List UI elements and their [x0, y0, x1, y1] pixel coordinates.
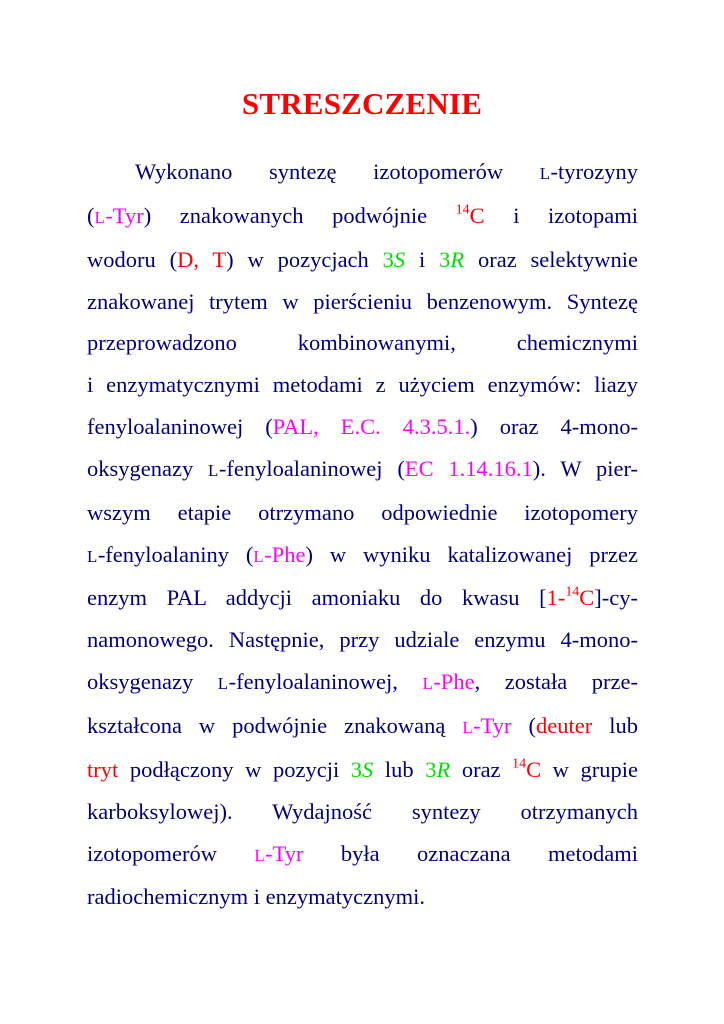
text-segment: i enzymatycznymi metodami z użyciem enzymów: liazy [87, 372, 638, 398]
text-line [87, 448, 638, 492]
text-segment: radiochemicznym i enzymatycznymi. [87, 884, 425, 910]
abstract-paragraph [87, 151, 638, 918]
text-line [87, 406, 638, 448]
text-line [87, 791, 638, 833]
text-segment: L [422, 674, 434, 694]
text-segment: L [462, 717, 474, 737]
text-line [87, 577, 638, 619]
text-segment: wszym etapie otrzymano odpowiednie izotopomery [87, 499, 638, 525]
text-segment: -fenyloalaniny ( [97, 541, 254, 567]
text-line [87, 619, 638, 661]
text-segment: PAL, E.C. 4.3.5.1. [272, 414, 471, 440]
text-segment: oksygenazy [87, 669, 218, 695]
superscript-text: 14 [455, 202, 470, 218]
text-segment: -Phe [433, 669, 475, 695]
superscript-text: 14 [512, 756, 527, 772]
text-segment: oraz [450, 756, 513, 782]
text-segment: Wykonano syntezę izotopomerów [135, 159, 540, 184]
text-line [87, 281, 638, 323]
text-segment: była oznaczana metodami [303, 840, 639, 866]
text-segment: znakowanej trytem w pierścieniu benzenowym. Syntezę [87, 288, 638, 314]
text-line [87, 534, 638, 578]
text-segment: ( [511, 712, 537, 738]
text-segment: , została prze- [474, 669, 639, 695]
text-segment: -Tyr [473, 712, 512, 738]
text-segment: L [87, 546, 98, 566]
text-segment: karboksylowej). Wydajność syntezy otrzymanych [87, 798, 638, 824]
text-segment: -fenyloalaninowej, [228, 669, 423, 695]
text-segment: R [450, 246, 465, 272]
text-segment: L [94, 207, 106, 227]
text-segment: C [579, 585, 595, 611]
text-segment: wodoru ( [87, 246, 178, 272]
text-line [87, 151, 638, 195]
text-segment: i izotopami [484, 202, 638, 228]
text-segment: ) oraz 4-mono- [470, 414, 639, 440]
text-segment: 3 [350, 756, 363, 782]
text-segment: L [217, 674, 229, 694]
text-segment: R [436, 756, 451, 782]
text-segment: deuter [536, 712, 593, 738]
text-segment: ) w wyniku katalizowanej przez [305, 541, 638, 567]
text-line [87, 364, 638, 406]
text-segment: C [469, 202, 485, 228]
text-segment: D, T [177, 246, 227, 272]
text-line [87, 661, 638, 705]
text-line [87, 492, 638, 534]
text-segment: 3 [439, 246, 451, 272]
text-segment: S [362, 756, 374, 782]
page-title: STRESZCZENIE [241, 86, 483, 121]
text-segment: podłączony w pozycji [118, 756, 351, 782]
text-segment: C [526, 756, 542, 782]
text-line [87, 749, 638, 791]
text-line [87, 322, 638, 364]
text-segment: ) w pozycjach [226, 246, 383, 272]
text-line [87, 876, 638, 918]
text-segment: w grupie [541, 756, 639, 782]
text-segment: L [253, 546, 265, 566]
text-line [87, 833, 638, 877]
text-segment: -Phe [264, 541, 306, 567]
text-segment: lub [373, 756, 426, 782]
text-segment: lub [592, 712, 638, 738]
text-segment: ). W pier- [532, 455, 638, 481]
text-segment: S [393, 246, 406, 272]
text-segment: enzym PAL addycji amoniaku do kwasu [ [87, 585, 547, 611]
text-segment: 3 [382, 246, 394, 272]
text-segment: -Tyr [105, 202, 144, 228]
text-segment: 3 [425, 756, 437, 782]
text-segment: namonowego. Następnie, przy udziale enzymu 4-mono- [87, 627, 638, 653]
text-line [87, 239, 638, 281]
superscript-text: 14 [565, 584, 580, 600]
text-segment: ]-cy- [594, 585, 638, 611]
text-segment: kształcona w podwójnie znakowaną [87, 712, 463, 738]
text-segment: fenyloalaninowej ( [87, 414, 273, 440]
text-segment: izotopomerów [87, 840, 255, 866]
text-segment: tryt [87, 756, 119, 782]
text-line [87, 195, 638, 239]
text-segment: L [208, 460, 219, 480]
text-segment: i [405, 246, 440, 272]
text-segment: ( [87, 202, 95, 228]
text-segment: oraz selektywnie [464, 246, 638, 272]
text-segment: ) znakowanych podwójnie [143, 202, 456, 228]
text-segment: -fenyloalaninowej ( [218, 455, 405, 481]
text-line [87, 705, 638, 749]
text-segment: L [539, 164, 551, 183]
text-segment: -Tyr [265, 840, 304, 866]
text-segment: przeprowadzono kombinowanymi, chemicznymi [87, 330, 638, 356]
text-segment: 1- [546, 585, 566, 611]
text-segment: -tyrozyny [550, 159, 638, 184]
text-segment: L [254, 845, 266, 865]
text-segment: oksygenazy [87, 455, 209, 481]
text-segment: EC 1.14.16.1 [404, 455, 533, 481]
